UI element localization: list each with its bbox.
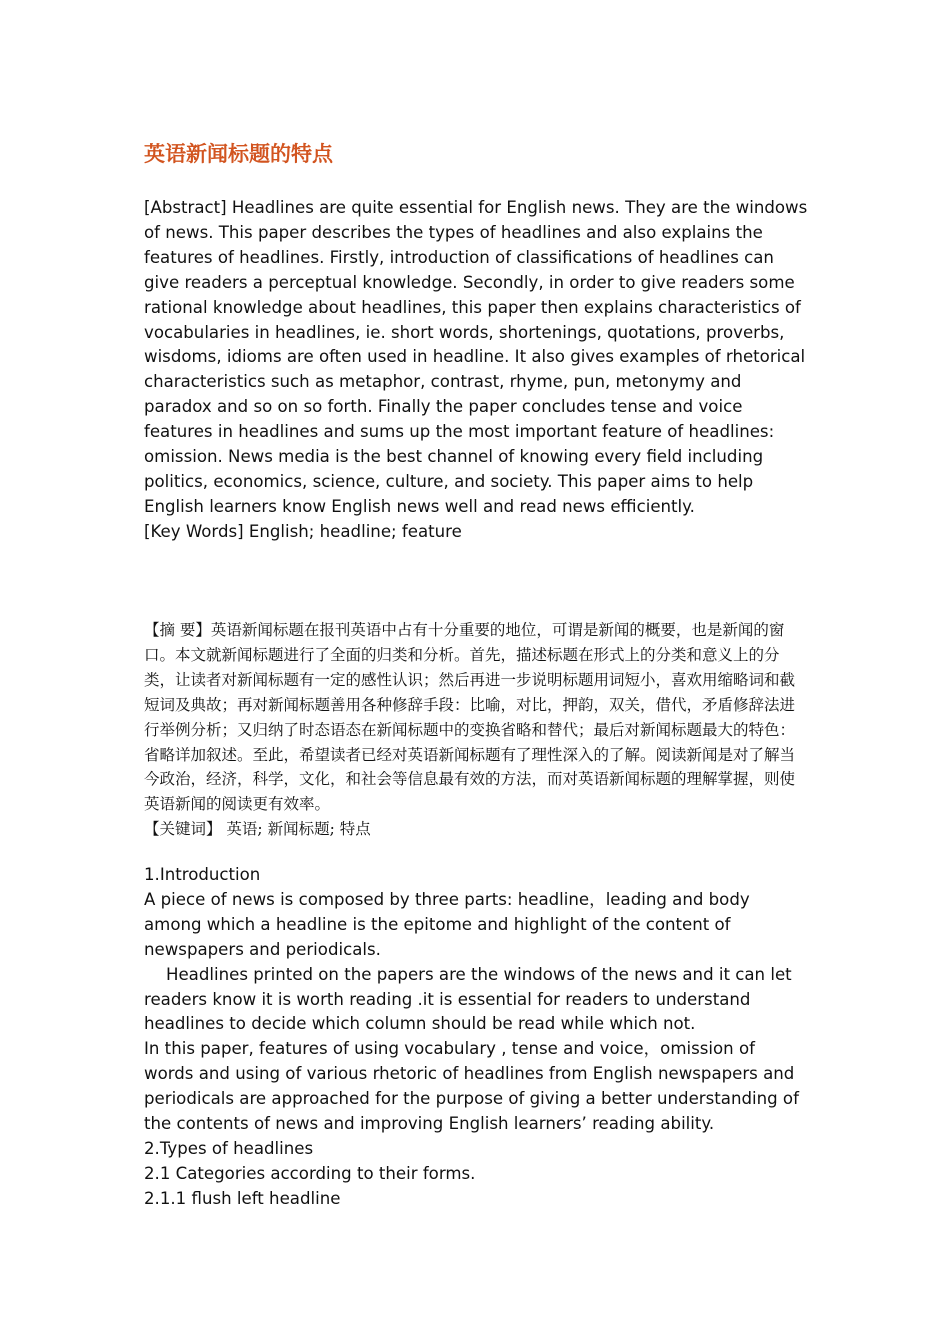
section-heading-types: 2.Types of headlines: [144, 1138, 314, 1158]
abstract-chinese-text: 【摘 要】英语新闻标题在报刊英语中占有十分重要的地位，可谓是新闻的概要，也是新闻的窗口。本文就新闻标题进行了全面的归类和分析。首先，描述标题在形式上的分类和意义上的分类，让读者对新闻标题有一定的感性认识；然后再进一步说明标题用词短小，喜欢用缩略词和截短词及典故；再对新闻标题善用各种修辞手段：比喻，对比，押韵，双关，借代，矛盾修辞法进行举例分析；又归纳了时态语态在新闻标题中的变换省略和替代；最后对新闻标题最大的特色：省略详加叙述。至此，希望读者已经对英语新闻标题有了理性深入的了解。阅读新闻是对了解当今政治，经济，科学，文化，和社会等信息最有效的方法，而对英语新闻标题的理解掌握，则使英语新闻的阅读更有效率。: [144, 621, 796, 814]
subsection-heading-categories: 2.1 Categories according to their forms.: [144, 1163, 476, 1183]
intro-paragraph-2: Headlines printed on the papers are the windows of the news and it can let readers know it is worth reading .it is essential for readers to understand headlines to decide which column should be read while which not.: [144, 964, 792, 1034]
subsubsection-heading-flush-left: 2.1.1 flush left headline: [144, 1188, 341, 1208]
body-section: [144, 863, 808, 1212]
abstract-english: [144, 196, 808, 545]
intro-paragraph-1: A piece of news is composed by three parts: headline，leading and body among which a headline is the epitome and highlight of the content of newspapers and periodicals.: [144, 889, 750, 959]
intro-paragraph-3: In this paper, features of using vocabulary , tense and voice，omission of words and using of various rhetoric of headlines from English newspapers and periodicals are approached for the purpose of giving a better understanding of the contents of news and improving English learners’ reading ability.: [144, 1039, 799, 1134]
keywords-english: [Key Words] English; headline; feature: [144, 521, 462, 541]
keywords-chinese: 【关键词】 英语; 新闻标题; 特点: [144, 820, 371, 839]
page-title: 英语新闻标题的特点: [144, 141, 333, 166]
abstract-english-text: [Abstract] Headlines are quite essential for English news. They are the windows of news. This paper describes the types of headlines and also explains the features of headlines. Firstly, introduction of classifications of headlines can give readers a perceptual knowledge. Secondly, in order to give readers some rational knowledge about headlines, this paper then explains characteristics of vocabularies in headlines, ie. short words, shortenings, quotations, proverbs, wisdoms, idioms are often used in headline. It also gives examples of rhetorical characteristics such as metaphor, contrast, rhyme, pun, metonymy and paradox and so on so forth. Finally the paper concludes tense and voice features in headlines and sums up the most important feature of headlines: omission. News media is the best channel of knowing every field including politics, economics, science, culture, and society. This paper aims to help English learners know English news well and read news efficiently.: [144, 198, 808, 516]
section-heading-introduction: 1.Introduction: [144, 865, 261, 884]
abstract-chinese: [144, 618, 808, 842]
